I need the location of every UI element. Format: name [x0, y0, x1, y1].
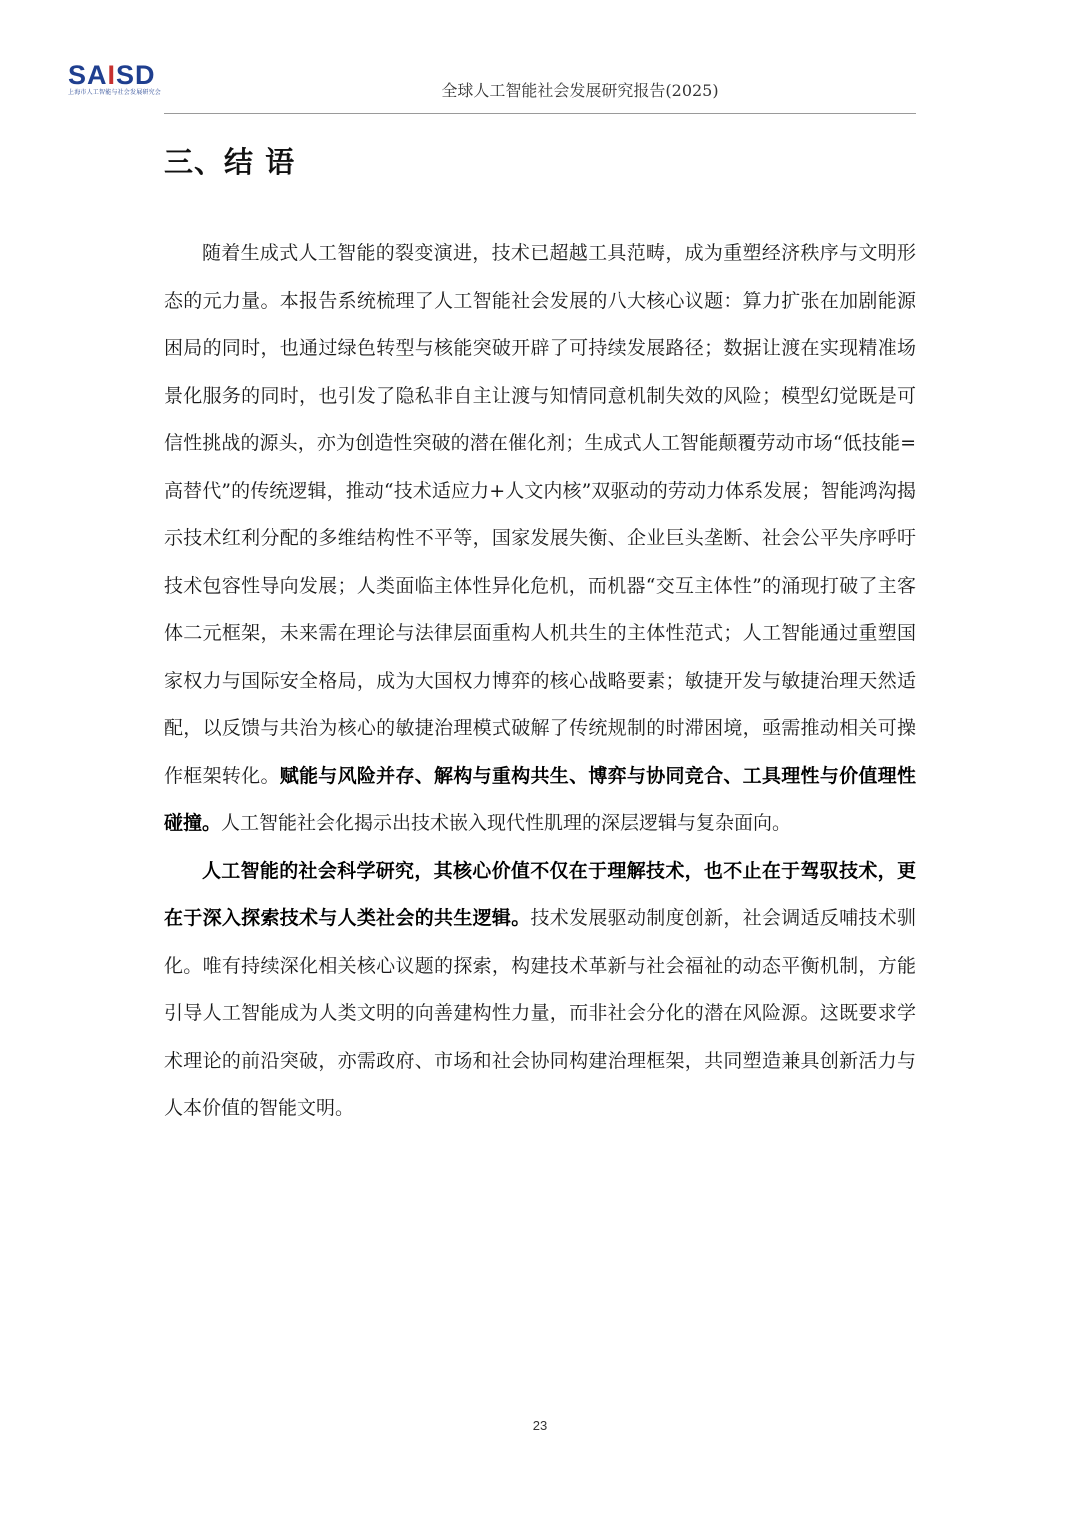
bold-text-run: 人工智能的社会科学研究，其核心价值不仅在于理解技术，也不止在于驾驭技术，更在于深入探索技术与人类社会的共生逻辑。 [164, 859, 916, 929]
logo-wordmark: SAISD [68, 60, 156, 90]
paragraph [164, 230, 916, 848]
page-number: 23 [532, 1418, 548, 1433]
page-header [68, 62, 918, 116]
organization-logo [68, 62, 168, 102]
logo-subtitle: 上海市人工智能与社会发展研究会 [68, 89, 162, 96]
body-text [164, 230, 916, 1133]
report-title: 全球人工智能社会发展研究报告(2025) [441, 81, 719, 100]
bold-text-run: 赋能与风险并存、解构与重构共生、博弈与协同竞合、工具理性与价值理性碰撞。 [164, 764, 916, 834]
text-run: 随着生成式人工智能的裂变演进，技术已超越工具范畴，成为重塑经济秩序与文明形态的元力量。本报告系统梳理了人工智能社会发展的八大核心议题：算力扩张在加剧能源困局的同时，也通过绿色转型与核能突破开辟了可持续发展路径；数据让渡在实现精准场景化服务的同时，也引发了隐私非自主让渡与知情同意机制失效的风险；模型幻觉既是可信性挑战的源头，亦为创造性突破的潜在催化剂；生成式人工智能颠覆劳动市场“低技能=高替代”的传统逻辑，推动“技术适应力+人文内核”双驱动的劳动力体系发展；智能鸿沟揭示技术红利分配的多维结构性不平等，国家发展失衡、企业巨头垄断、社会公平失序呼吁技术包容性导向发展；人类面临主体性异化危机，而机器“交互主体性”的涌现打破了主客体二元框架，未来需在理论与法律层面重构人机共生的主体性范式；人工智能通过重塑国家权力与国际安全格局，成为大国权力博弈的核心战略要素；敏捷开发与敏捷治理天然适配，以反馈与共治为核心的敏捷治理模式破解了传统规制的时滞困境，亟需推动相关可操作框架转化。 [164, 242, 916, 787]
text-run: 人工智能社会化揭示出技术嵌入现代性肌理的深层逻辑与复杂面向。 [221, 812, 792, 834]
paragraph [164, 848, 916, 1133]
section-heading: 三、结 语 [164, 145, 296, 179]
text-run: 技术发展驱动制度创新，社会调适反哺技术驯化。唯有持续深化相关核心议题的探索，构建技术革新与社会福祉的动态平衡机制，方能引导人工智能成为人类文明的向善建构性力量，而非社会分化的潜在风险源。这既要求学术理论的前沿突破，亦需政府、市场和社会协同构建治理框架，共同塑造兼具创新活力与人本价值的智能文明。 [164, 907, 916, 1119]
header-divider [164, 113, 916, 114]
